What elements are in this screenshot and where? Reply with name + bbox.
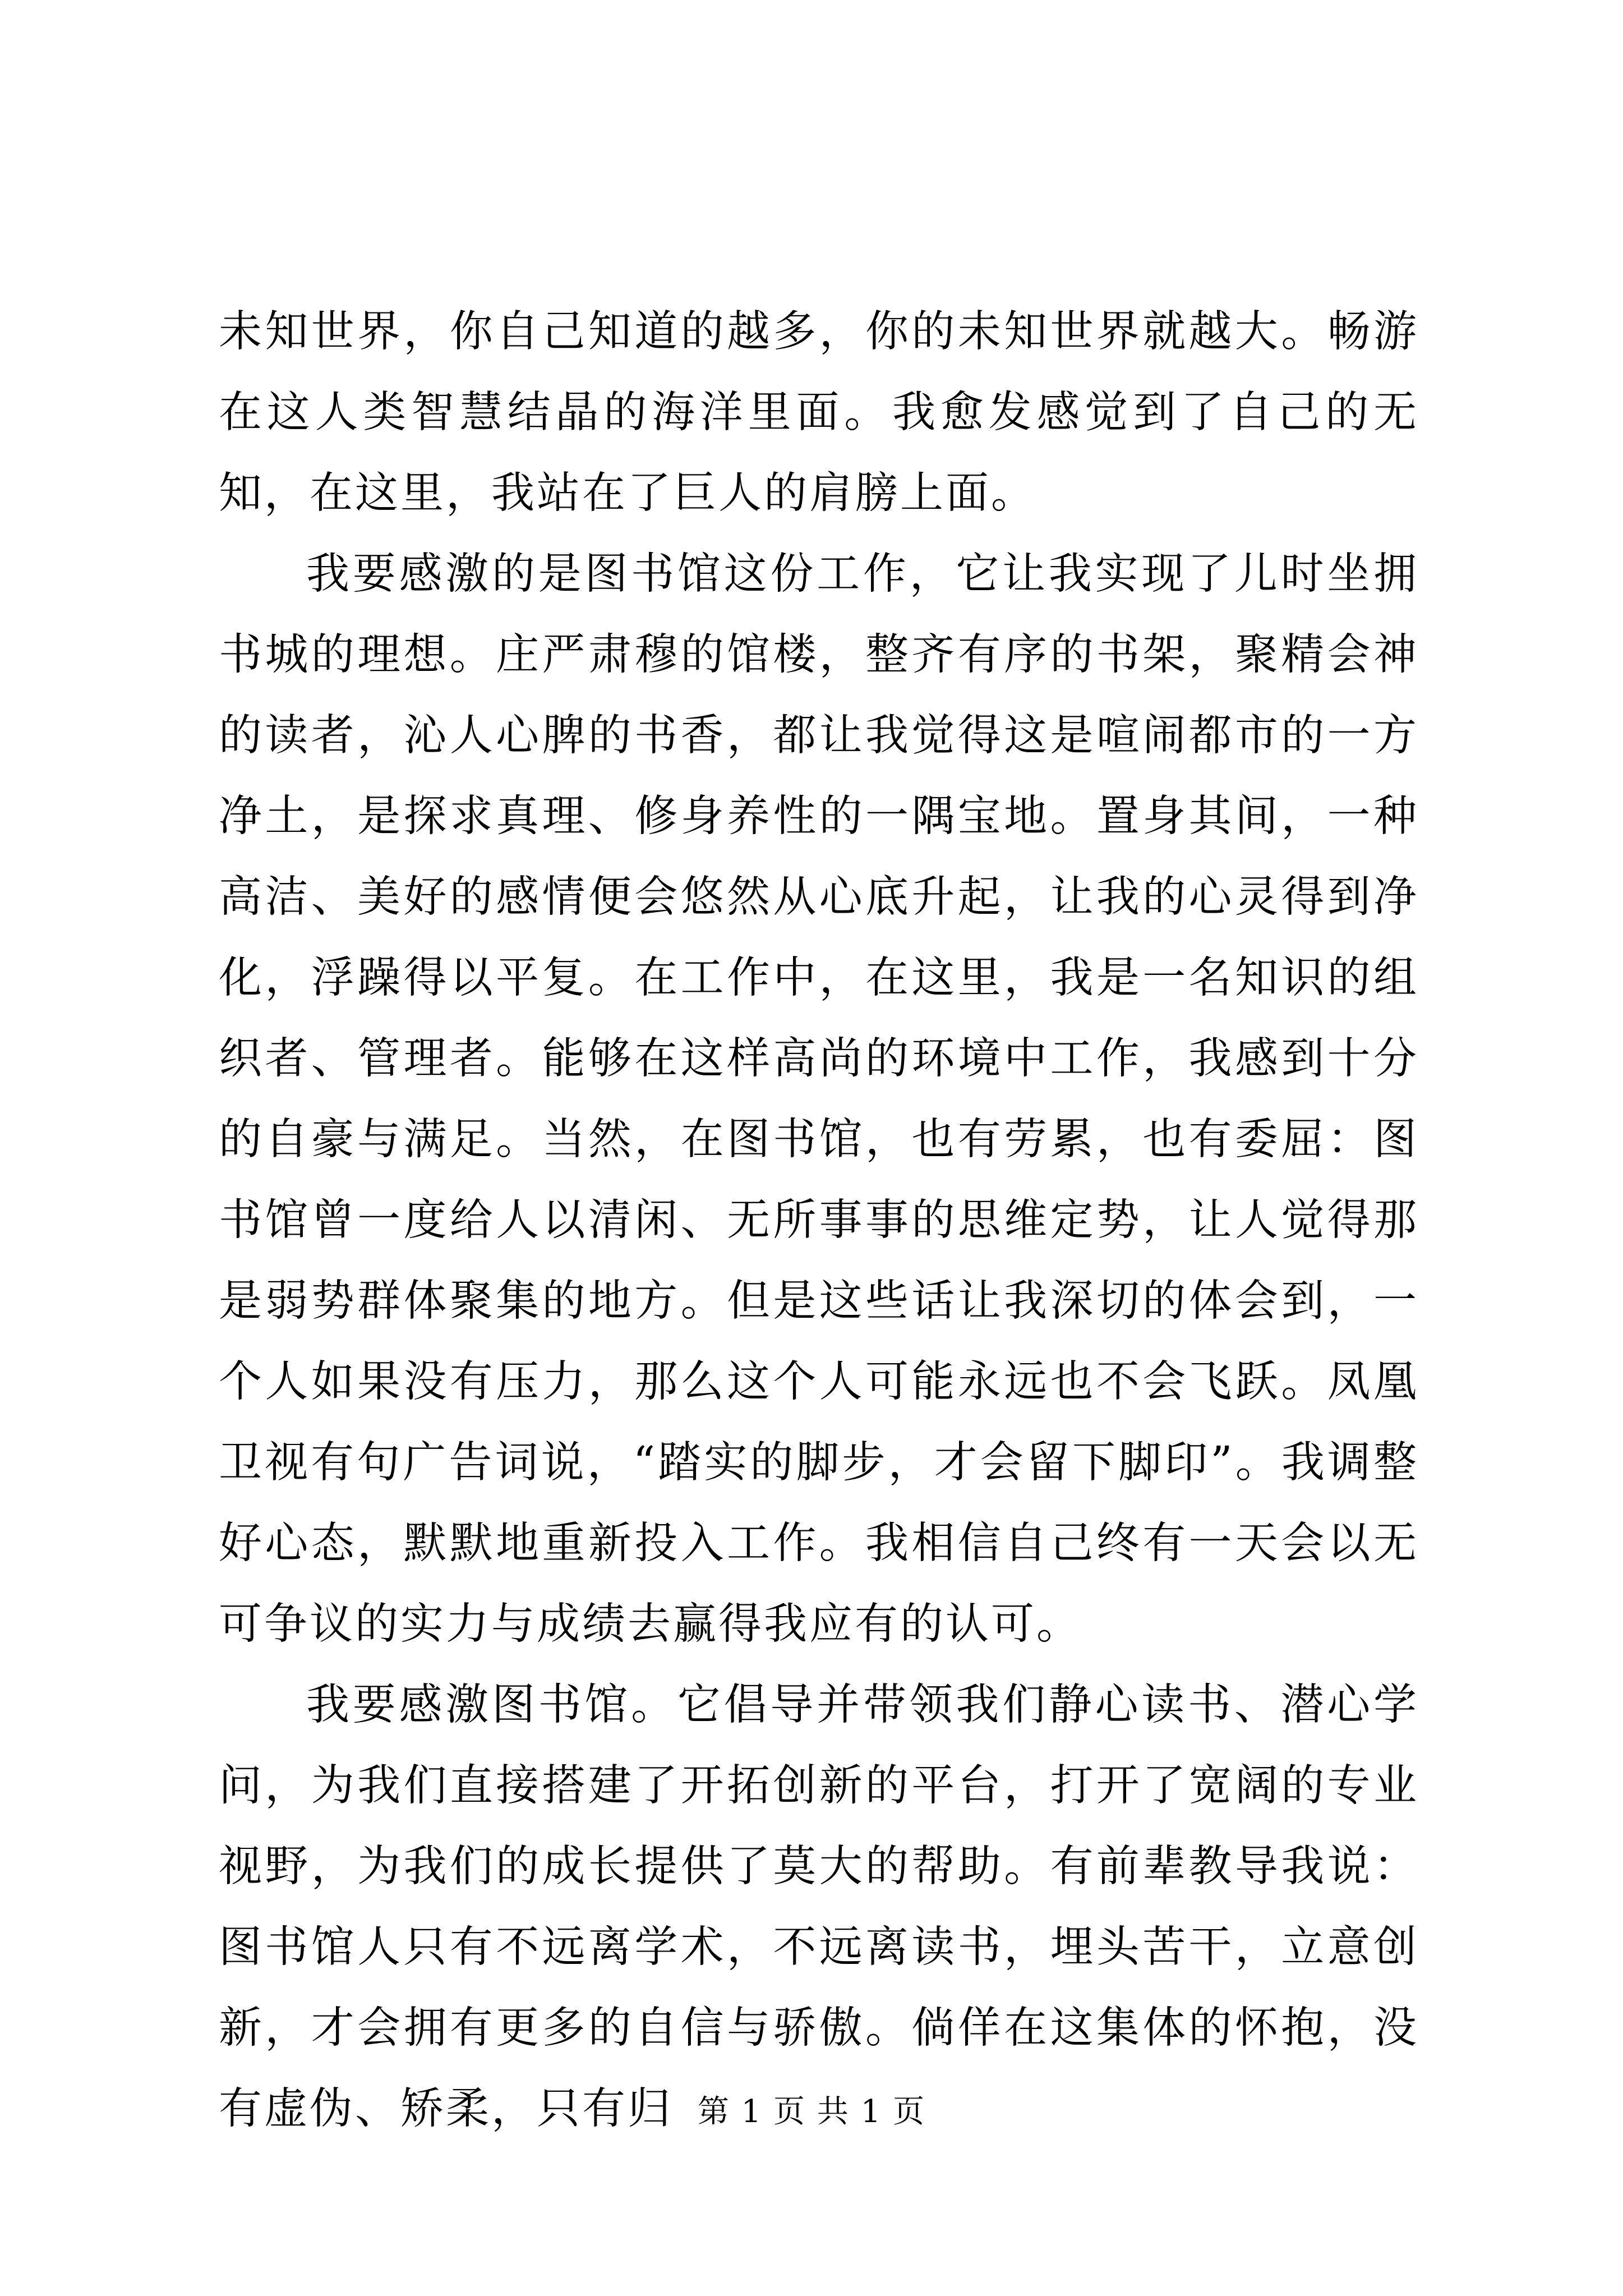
page-footer: 第 1 页 共 1 页 [697, 2093, 926, 2130]
document-body [219, 292, 1419, 2150]
paragraph-2: 我要感激的是图书馆这份工作，它让我实现了儿时坐拥书城的理想。庄严肃穆的馆楼，整齐有序的书架，聚精会神的读者，沁人心脾的书香，都让我觉得这是喧闹都市的一方净土，是探求真理、修身养性的一隅宝地。置身其间，一种高洁、美好的感情便会悠然从心底升起，让我的心灵得到净化，浮躁得以平复。在工作中，在这里，我是一名知识的组织者、管理者。能够在这样高尚的环境中工作，我感到十分的自豪与满足。当然，在图书馆，也有劳累，也有委屈：图书馆曾一度给人以清闲、无所事事的思维定势，让人觉得那是弱势群体聚集的地方。但是这些话让我深切的体会到，一个人如果没有压力，那么这个人可能永远也不会飞跃。凤凰卫视有句广告词说，“踏实的脚步，才会留下脚印”。我调整好心态，默默地重新投入工作。我相信自己终有一天会以无可争议的实力与成绩去赢得我应有的认可。 [219, 549, 1419, 1649]
paragraph-3: 我要感激图书馆。它倡导并带领我们静心读书、潜心学问，为我们直接搭建了开拓创新的平台，打开了宽阔的专业视野，为我们的成长提供了莫大的帮助。有前辈教导我说：图书馆人只有不远离学术，不远离读书，埋头苦干，立意创新，才会拥有更多的自信与骄傲。倘佯在这集体的怀抱，没有虚伪、矫柔，只有归 [219, 1680, 1419, 2134]
paragraph-1: 未知世界，你自己知道的越多，你的未知世界就越大。畅游在这人类智慧结晶的海洋里面。我愈发感觉到了自己的无知，在这里，我站在了巨人的肩膀上面。 [219, 307, 1419, 518]
